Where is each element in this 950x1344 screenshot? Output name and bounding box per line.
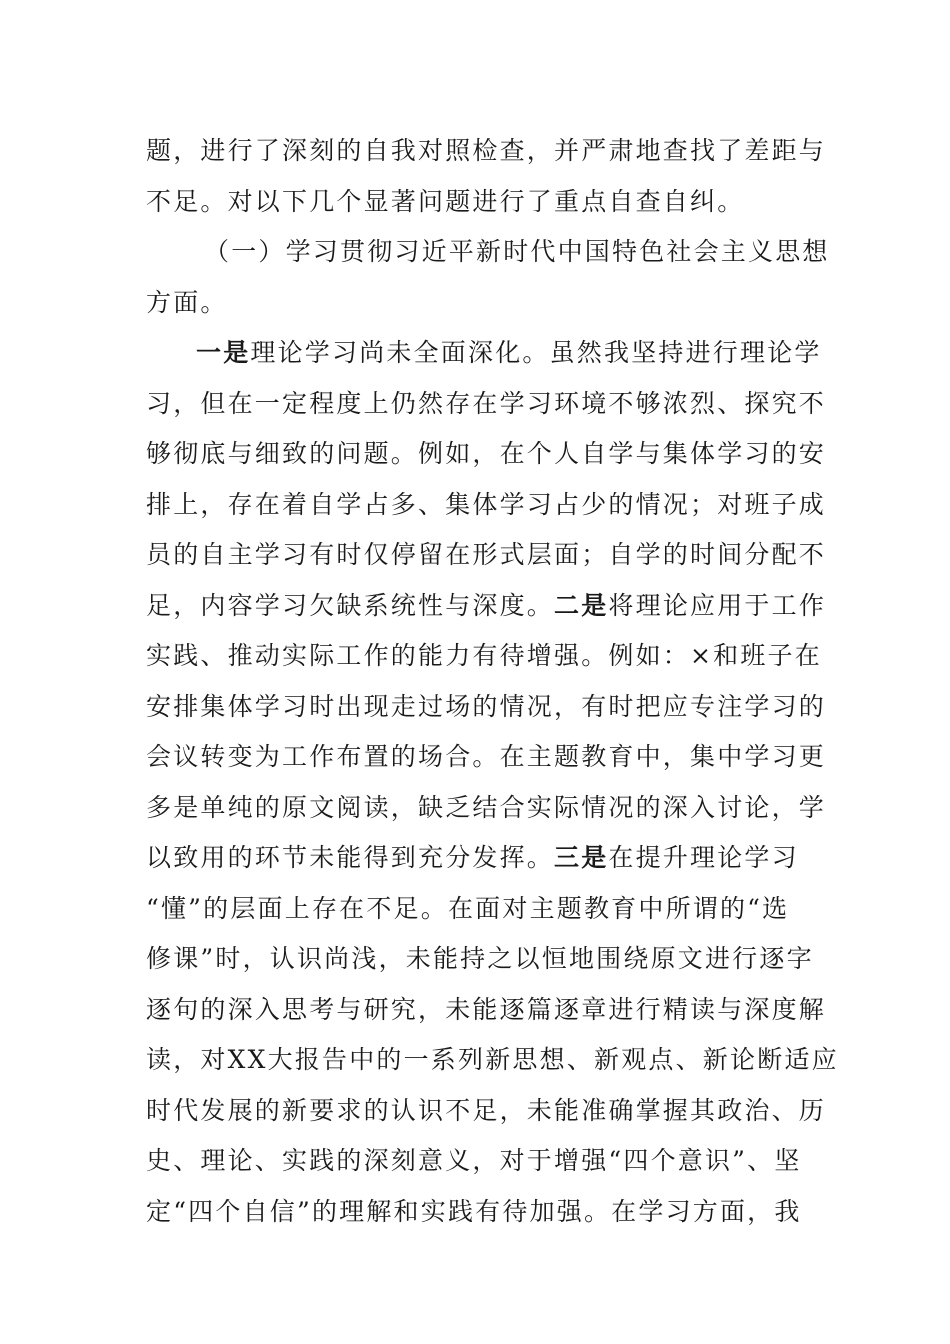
paragraph-line: 定“四个自信”的理解和实践有待加强。在学习方面，我: [146, 1197, 802, 1226]
line-text: 以致用的环节未能得到充分发挥。: [146, 843, 555, 872]
paragraph-line: 够彻底与细致的问题。例如，在个人自学与集体学习的安: [146, 439, 827, 468]
line-text: 在提升理论学习: [608, 843, 799, 872]
line-text: 将理论应用于工作: [608, 591, 827, 620]
section-heading-continuation: 方面。: [146, 288, 228, 317]
section-heading: （一）学习贯彻习近平新时代中国特色社会主义思想: [204, 237, 830, 266]
paragraph-line: 读，对XX大报告中的一系列新思想、新观点、新论断适应: [146, 1045, 839, 1074]
paragraph-line: 员的自主学习有时仅停留在形式层面；自学的时间分配不: [146, 540, 827, 569]
paragraph-line: 会议转变为工作布置的场合。在主题教育中，集中学习更: [146, 742, 827, 771]
line-text: 足，内容学习欠缺系统性与深度。: [146, 591, 555, 620]
paragraph-line: 修课”时，认识尚浅，未能持之以恒地围绕原文进行逐字: [146, 944, 814, 973]
paragraph-line: 安排集体学习时出现走过场的情况，有时把应专注学习的: [146, 692, 827, 721]
paragraph-line: “懂”的层面上存在不足。在面对主题教育中所谓的“选: [146, 894, 790, 923]
bold-lead-text: 二是: [554, 591, 609, 620]
bold-lead-text: 三是: [554, 843, 609, 872]
bold-lead-text: 一是: [196, 338, 251, 367]
paragraph-line: [196, 339, 822, 367]
paragraph-line: 题，进行了深刻的自我对照检查，并严肃地查找了差距与: [146, 136, 827, 165]
paragraph-line: 时代发展的新要求的认识不足，未能准确掌握其政治、历: [146, 1096, 827, 1125]
paragraph-line: 逐句的深入思考与研究，未能逐篇逐章进行精读与深度解: [146, 995, 827, 1024]
paragraph-line: 不足。对以下几个显著问题进行了重点自查自纠。: [146, 187, 745, 216]
paragraph-line: [146, 592, 826, 620]
paragraph-line: 排上，存在着自学占多、集体学习占少的情况；对班子成: [146, 490, 827, 519]
paragraph-line: 实践、推动实际工作的能力有待增强。例如：×和班子在: [146, 641, 822, 670]
paragraph-line: 史、理论、实践的深刻意义，对于增强“四个意识”、坚: [146, 1146, 802, 1175]
line-text: 理论学习尚未全面深化。虽然我坚持进行理论学: [250, 338, 822, 367]
paragraph-line: [146, 844, 799, 872]
paragraph-line: 习，但在一定程度上仍然存在学习环境不够浓烈、探究不: [146, 389, 827, 418]
paragraph-line: 多是单纯的原文阅读，缺乏结合实际情况的深入讨论，学: [146, 793, 827, 822]
